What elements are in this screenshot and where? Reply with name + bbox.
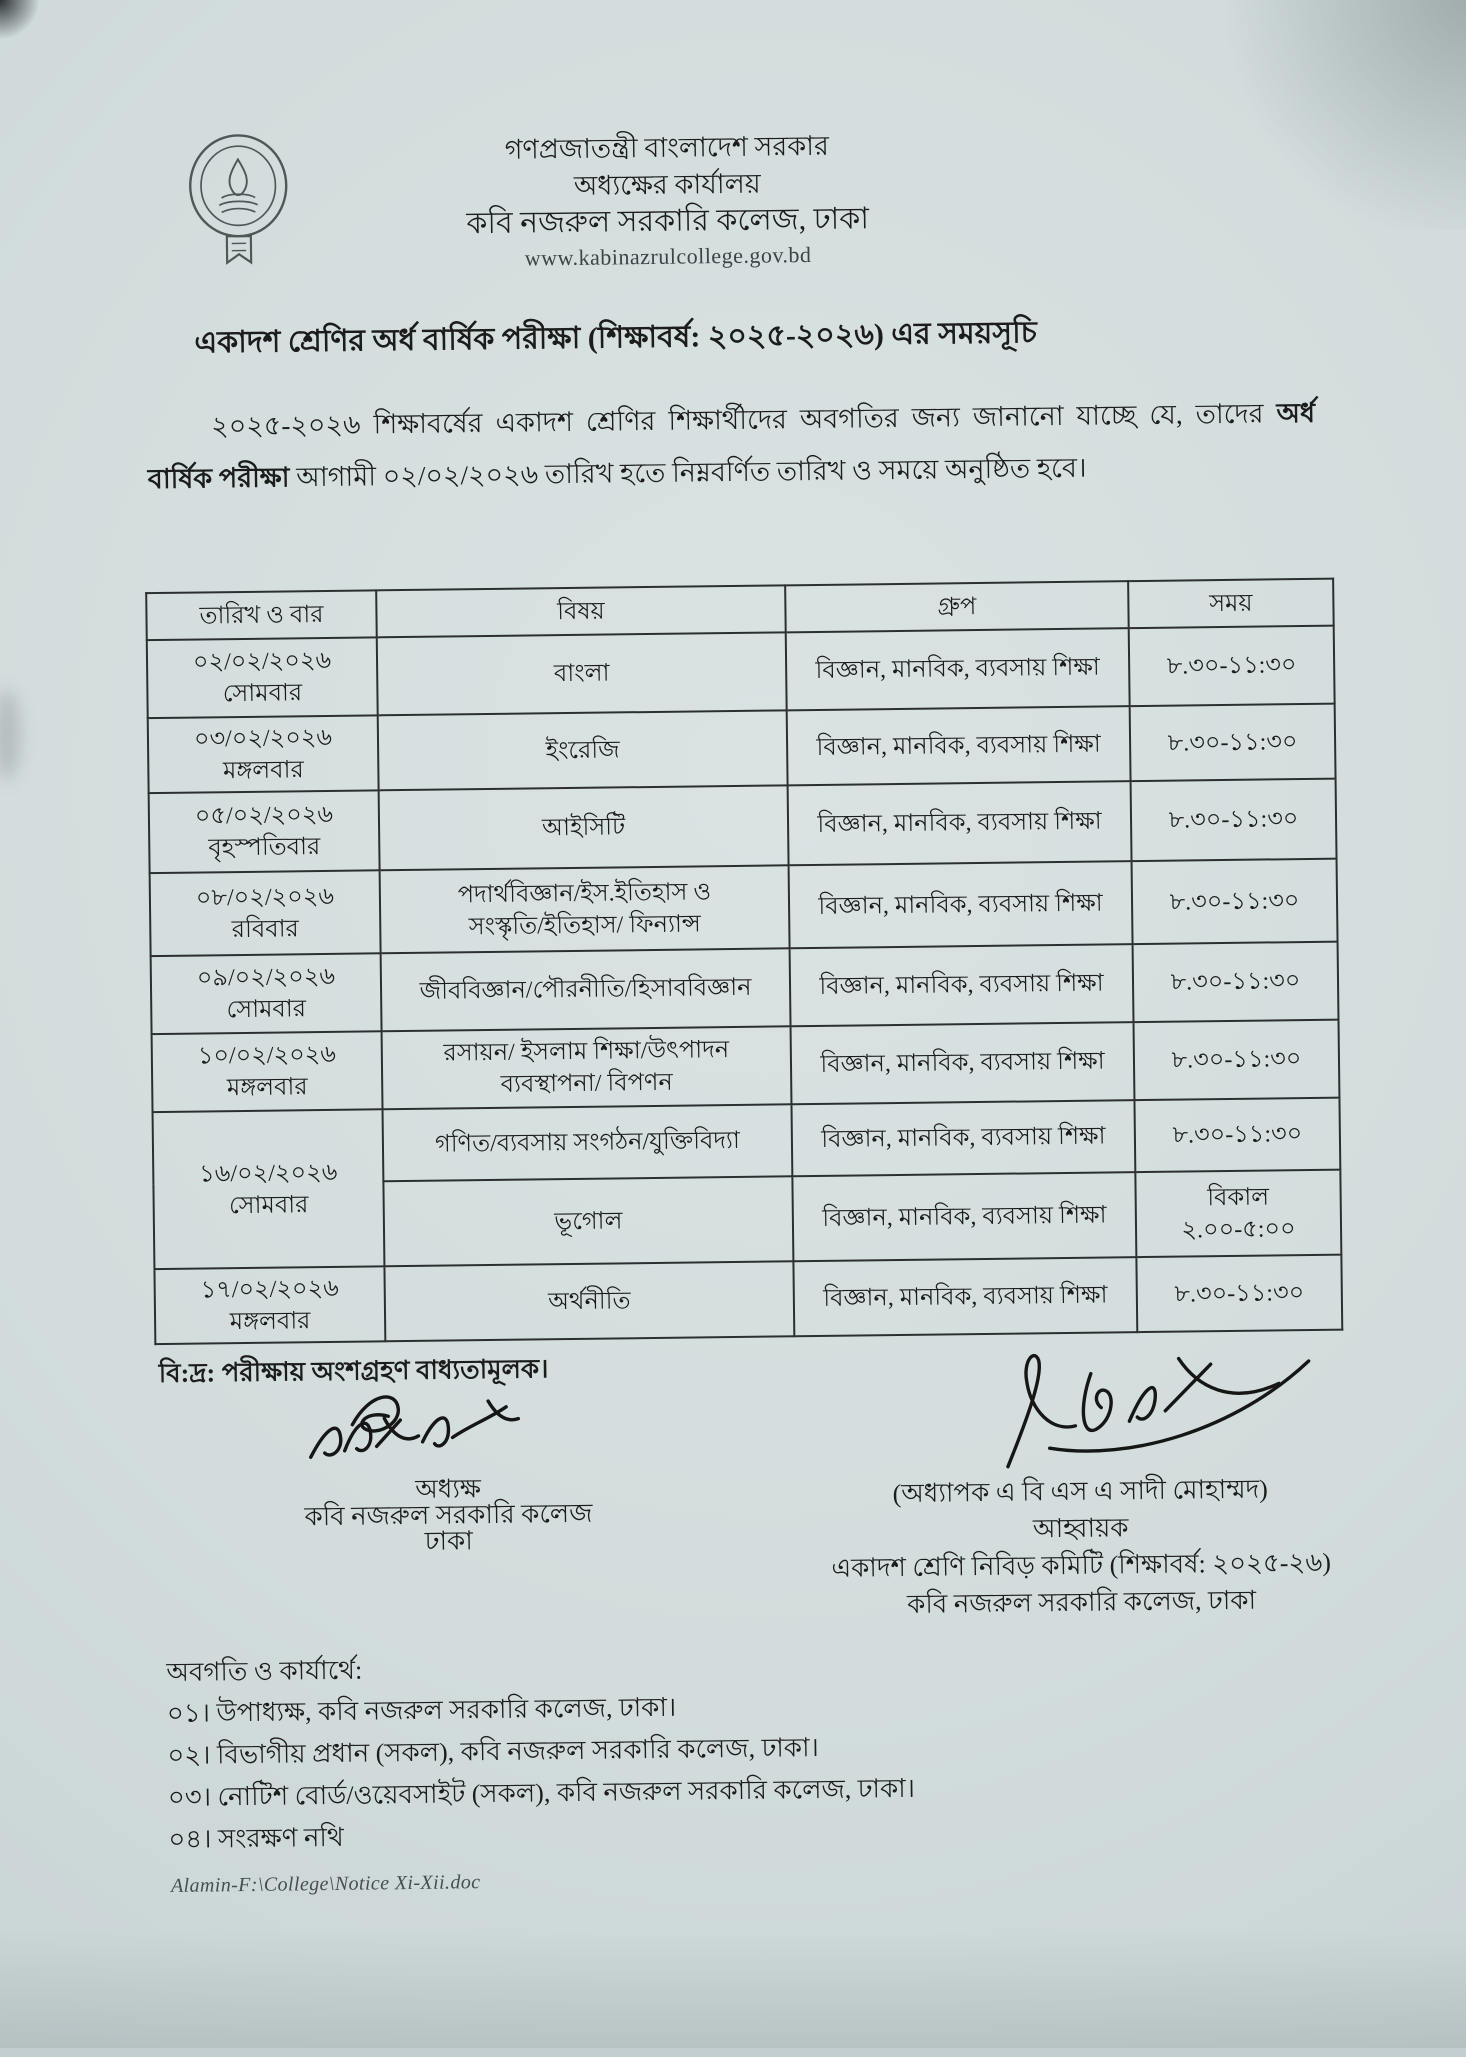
notice-body-part1: ২০২৫-২০২৬ শিক্ষাবর্ষের একাদশ শ্রেণির শিক্ষার্থীদের অবগতির জন্য জানানো যাচ্ছে যে, তাদের — [210, 398, 1277, 442]
cell-time: ৮.৩০-১১:৩০ — [1131, 779, 1337, 861]
cell-subject: বাংলা — [377, 632, 787, 715]
cell-subject: ভূগোল — [383, 1176, 793, 1266]
signatory-city: ঢাকা — [424, 1526, 473, 1556]
cell-group: বিজ্ঞান, মানবিক, ব্যবসায় শিক্ষা — [789, 861, 1133, 948]
cell-time: ৮.৩০-১১:৩০ — [1136, 1255, 1342, 1332]
header-group: গ্রুপ — [785, 581, 1129, 632]
convener-signature — [978, 1345, 1320, 1474]
cell-time: ৮.৩০-১১:৩০ — [1129, 626, 1335, 706]
cell-subject: রসায়ন/ ইসলাম শিক্ষা/উৎপাদন ব্যবস্থাপনা/ বিপণন — [382, 1026, 792, 1109]
notice-body-bold: অর্ধ বার্ষিক পরীক্ষা — [147, 397, 1316, 495]
cell-date: ০২/০২/২০২৬ সোমবার — [147, 637, 378, 718]
signatory-name: (অধ্যাপক এ বি এস এ সাদী মোহাম্মদ) — [892, 1474, 1269, 1509]
cell-time: ৮.৩০-১১:৩০ — [1132, 859, 1338, 944]
cell-group: বিজ্ঞান, মানবিক, ব্যবসায় শিক্ষা — [790, 944, 1134, 1026]
table-row — [147, 626, 1335, 718]
distribution-heading: অবগতি ও কার্যার্থে: — [166, 1655, 363, 1687]
cell-time: ৮.৩০-১১:৩০ — [1134, 1098, 1340, 1172]
cell-group: বিজ্ঞান, মানবিক, ব্যবসায় শিক্ষা — [792, 1172, 1136, 1261]
table-row — [149, 779, 1337, 873]
government-line: গণপ্রজাতন্ত্রী বাংলাদেশ সরকার — [504, 130, 830, 165]
cell-group: বিজ্ঞান, মানবিক, ব্যবসায় শিক্ষা — [788, 781, 1132, 865]
cell-time: ৮.৩০-১১:৩০ — [1130, 704, 1336, 781]
cell-date: ১৬/০২/২০২৬ সোমবার — [153, 1109, 385, 1269]
cell-time: ৮.৩০-১১:৩০ — [1134, 1020, 1340, 1100]
cell-time: বিকাল ২.০০-৫:০০ — [1135, 1170, 1341, 1257]
distribution-list — [166, 1642, 1068, 1861]
cell-date: ১০/০২/২০২৬ মঙ্গলবার — [152, 1031, 383, 1112]
letterhead — [0, 119, 1459, 281]
cell-subject: অর্থনীতি — [384, 1261, 794, 1341]
cell-group: বিজ্ঞান, মানবিক, ব্যবসায় শিক্ষা — [791, 1100, 1135, 1176]
signatory-committee: একাদশ শ্রেণি নিবিড় কমিটি (শিক্ষাবর্ষ: ২০২৫-২৬) — [831, 1547, 1332, 1583]
cell-subject: জীববিজ্ঞান/পৌরনীতি/হিসাববিজ্ঞান — [381, 948, 791, 1031]
cell-subject: ইংরেজি — [378, 710, 788, 790]
college-name: কবি নজরুল সরকারি কলেজ, ঢাকা — [466, 202, 870, 241]
cell-date: ০৮/০২/২০২৬ রবিবার — [150, 870, 381, 956]
cell-date: ০৩/০২/২০২৬ মঙ্গলবার — [148, 715, 379, 793]
header-date: তারিখ ও বার — [146, 590, 377, 640]
exam-schedule-table — [145, 578, 1343, 1345]
cell-date: ১৭/০২/২০২৬ মঙ্গলবার — [154, 1266, 385, 1344]
office-line: অধ্যক্ষের কার্যালয় — [573, 168, 761, 201]
convener-signature-block — [814, 1345, 1347, 1624]
principal-signature-block — [297, 1384, 599, 1562]
cell-date: ০৫/০২/২০২৬ বৃহস্পতিবার — [149, 790, 380, 873]
cell-group: বিজ্ঞান, মানবিক, ব্যবসায় শিক্ষা — [791, 1022, 1135, 1104]
distribution-item: ০২। বিভাগীয় প্রধান (সকল), কবি নজরুল সরকারি কলেজ, ঢাকা। — [167, 1733, 820, 1770]
notice-body — [147, 387, 1316, 505]
header-subject: বিষয় — [376, 585, 786, 637]
table-row — [154, 1255, 1342, 1344]
table-row — [151, 942, 1339, 1034]
signatory-title: আহ্বায়ক — [1032, 1513, 1129, 1544]
notice-title: একাদশ শ্রেণির অর্ধ বার্ষিক পরীক্ষা (শিক্ষাবর্ষ: ২০২৫-২০২৬) এর সময়সূচি — [194, 316, 1038, 360]
college-website: www.kabinazrulcollege.gov.bd — [524, 242, 812, 271]
cell-group: বিজ্ঞান, মানবিক, ব্যবসায় শিক্ষা — [793, 1257, 1137, 1336]
mandatory-note: বি:দ্র: পরীক্ষায় অংশগ্রহণ বাধ্যতামূলক। — [158, 1354, 549, 1389]
cell-date: ০৯/০২/২০২৬ সোমবার — [151, 953, 382, 1034]
table-row — [152, 1020, 1340, 1112]
signatory-org: কবি নজরুল সরকারি কলেজ — [304, 1498, 593, 1532]
cell-group: বিজ্ঞান, মানবিক, ব্যবসায় শিক্ষা — [786, 628, 1130, 710]
distribution-item: ০১। উপাধ্যক্ষ, কবি নজরুল সরকারি কলেজ, ঢাকা। — [166, 1692, 677, 1728]
cell-subject: আইসিটি — [379, 785, 789, 870]
notice-body-part2: আগামী ০২/০২/২০২৬ তারিখ হতে নিম্নবর্ণিত তারিখ ও সময়ে অনুষ্ঠিত হবে। — [289, 452, 1087, 493]
signatory-org: কবি নজরুল সরকারি কলেজ, ঢাকা — [906, 1585, 1257, 1619]
signatory-title: অধ্যক্ষ — [415, 1474, 482, 1504]
header-time: সময় — [1128, 579, 1334, 629]
distribution-item: ০৩। নোটিশ বোর্ড/ওয়েবসাইট (সকল), কবি নজরুল সরকারি কলেজ, ঢাকা। — [167, 1773, 916, 1812]
cell-subject: গণিত/ব্যবসায় সংগঠন/যুক্তিবিদ্যা — [383, 1104, 793, 1181]
table-row — [148, 704, 1336, 793]
footer-file-path: Alamin-F:\College\Notice Xi-Xii.doc — [170, 1871, 481, 1897]
cell-group: বিজ্ঞান, মানবিক, ব্যবসায় শিক্ষা — [787, 706, 1131, 785]
table-row — [150, 859, 1338, 956]
cell-subject: পদার্থবিজ্ঞান/ইস.ইতিহাস ও সংস্কৃতি/ইতিহাস/ ফিন্যান্স — [380, 865, 790, 953]
principal-signature — [292, 1385, 523, 1484]
cell-time: ৮.৩০-১১:৩০ — [1133, 942, 1339, 1022]
distribution-item: ০৪। সংরক্ষণ নথি — [168, 1822, 344, 1854]
